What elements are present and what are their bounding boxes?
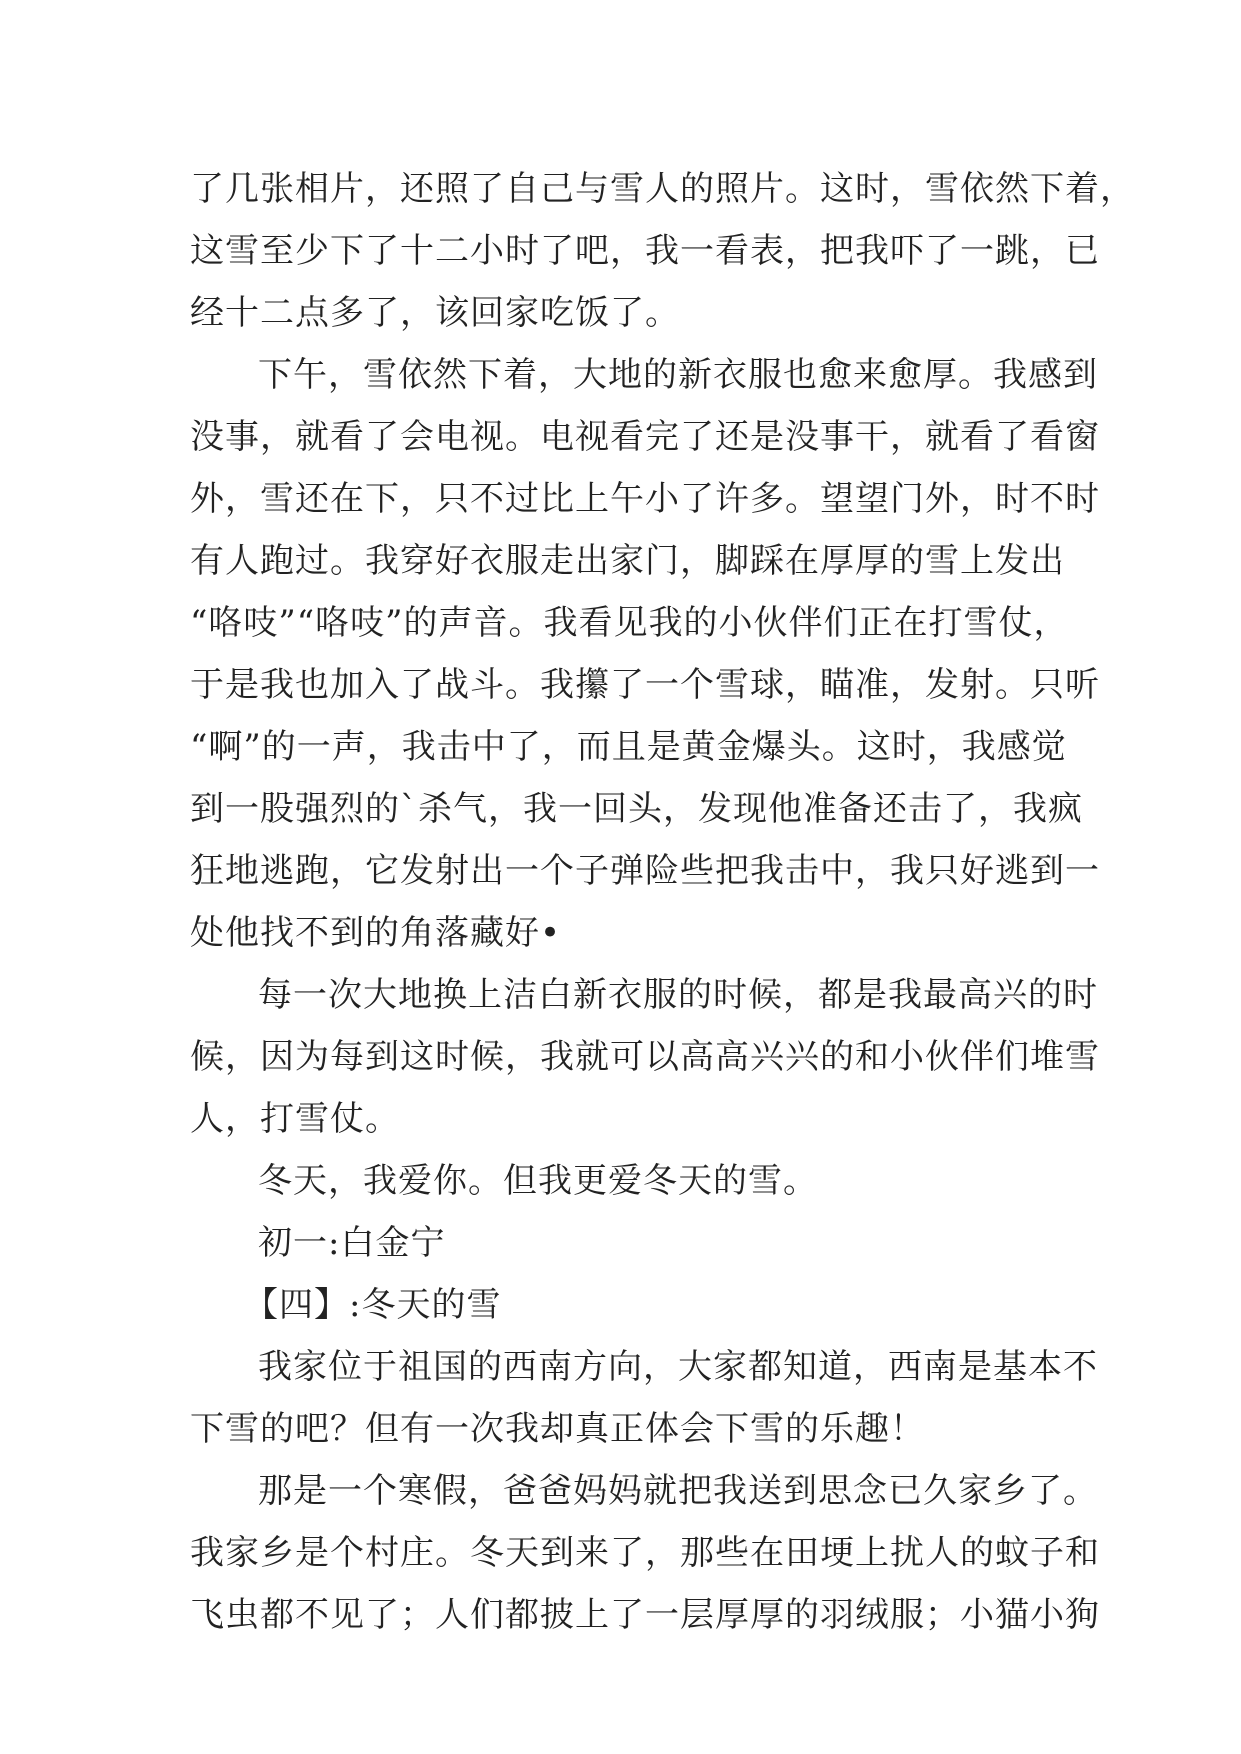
text-line: 那是一个寒假，爸爸妈妈就把我送到思念已久家乡了。 xyxy=(258,1471,1098,1511)
text-line: 没事，就看了会电视。电视看完了还是没事干，就看了看窗 xyxy=(190,417,1100,457)
text-line: 我家乡是个村庄。冬天到来了，那些在田埂上扰人的蚊子和 xyxy=(190,1533,1100,1573)
text-line: 经十二点多了，该回家吃饭了。 xyxy=(190,293,680,333)
text-line: 处他找不到的角落藏好• xyxy=(190,913,562,953)
text-line: 飞虫都不见了；人们都披上了一层厚厚的羽绒服；小猫小狗 xyxy=(190,1595,1100,1635)
text-line: 下午，雪依然下着，大地的新衣服也愈来愈厚。我感到 xyxy=(258,355,1098,395)
text-line: 冬天，我爱你。但我更爱冬天的雪。 xyxy=(258,1161,818,1201)
text-line: 有人跑过。我穿好衣服走出家门，脚踩在厚厚的雪上发出 xyxy=(190,541,1065,581)
text-line: 人，打雪仗。 xyxy=(190,1099,400,1139)
text-line: “咯吱”“咯吱”的声音。我看见我的小伙伴们正在打雪仗， xyxy=(190,603,1069,643)
text-line: 狂地逃跑，它发射出一个子弹险些把我击中，我只好逃到一 xyxy=(190,851,1100,891)
text-line: 外，雪还在下，只不过比上午小了许多。望望门外，时不时 xyxy=(190,479,1100,519)
text-line: 我家位于祖国的西南方向，大家都知道，西南是基本不 xyxy=(258,1347,1098,1387)
text-line: 候，因为每到这时候，我就可以高高兴兴的和小伙伴们堆雪 xyxy=(190,1037,1100,1077)
text-line: 每一次大地换上洁白新衣服的时候，都是我最高兴的时 xyxy=(258,975,1098,1015)
text-line: “啊”的一声，我击中了，而且是黄金爆头。这时，我感觉 xyxy=(190,727,1067,767)
text-line: 下雪的吧？但有一次我却真正体会下雪的乐趣！ xyxy=(190,1409,925,1449)
text-line: 于是我也加入了战斗。我攥了一个雪球，瞄准，发射。只听 xyxy=(190,665,1100,705)
text-line: 这雪至少下了十二小时了吧，我一看表，把我吓了一跳，已 xyxy=(190,231,1100,271)
text-line: 了几张相片，还照了自己与雪人的照片。这时，雪依然下着， xyxy=(190,169,1135,209)
section-heading: 【四】:冬天的雪 xyxy=(244,1285,502,1325)
author-line: 初一:白金宁 xyxy=(258,1223,446,1263)
text-line: 到一股强烈的`杀气，我一回头，发现他准备还击了，我疯 xyxy=(190,789,1083,829)
document-body xyxy=(190,158,1135,1646)
